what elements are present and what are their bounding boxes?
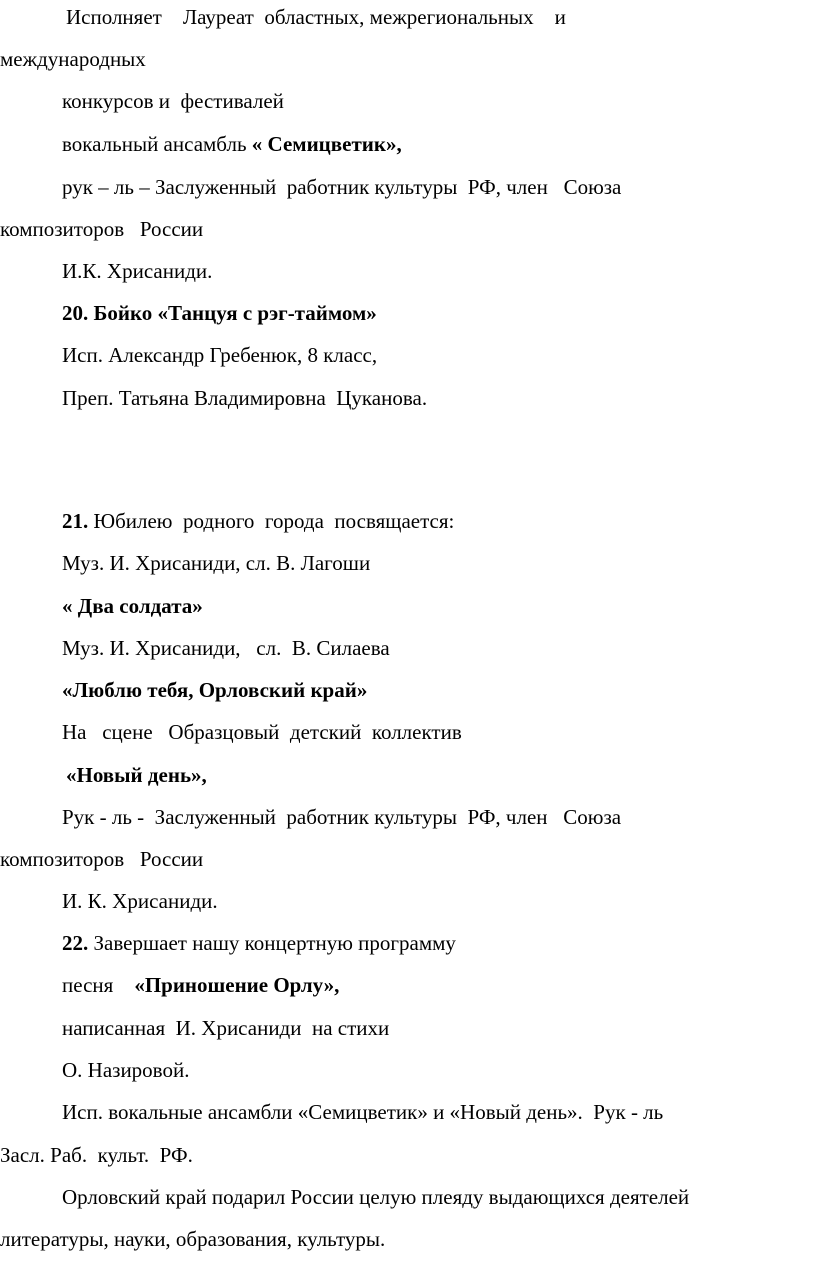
closing-paragraph-line-2: литературы, науки, образования, культуры.: [0, 1227, 386, 1251]
contests-line: конкурсов и фестивалей: [62, 89, 284, 113]
item-20-performer: Исп. Александр Гребенюк, 8 класс,: [62, 343, 378, 367]
final-performers-line: Исп. вокальные ансамбли «Семицветик» и «Новый день». Рук - ль: [62, 1100, 664, 1124]
song-2-title: «Люблю тебя, Орловский край»: [62, 678, 368, 702]
collective-title-novy-den: «Новый день»,: [66, 763, 207, 787]
item-22-heading: [62, 930, 456, 956]
leader-line-1: рук – ль – Заслуженный работник культуры РФ, член Союза: [62, 175, 622, 199]
ensemble-label: вокальный ансамбль: [62, 132, 252, 156]
item-20-teacher: Преп. Татьяна Владимировна Цуканова.: [62, 386, 428, 410]
song-3-author: написанная И. Хрисаниди на стихи: [62, 1016, 390, 1040]
item-21-number: 21.: [62, 509, 89, 533]
song-3-line: [62, 972, 339, 998]
leader-line-2: Рук - ль - Заслуженный работник культуры РФ, член Союза: [62, 805, 622, 829]
song-1-credits: Муз. И. Хрисаниди, сл. В. Лагоши: [62, 551, 371, 575]
performer-laureate-line: Исполняет Лауреат областных, межрегиональных и: [66, 5, 566, 29]
closing-paragraph-line-1: Орловский край подарил России целую плеяду выдающихся деятелей: [62, 1185, 690, 1209]
item-20-title: 20. Бойко «Танцуя с рэг-таймом»: [62, 301, 377, 325]
composers-line-2: композиторов России: [0, 847, 204, 871]
song-1-title: « Два солдата»: [62, 594, 203, 618]
ensemble-line: [62, 131, 402, 157]
item-21-heading: [62, 508, 454, 534]
ensemble-title-semitsvetik: « Семицветик»,: [251, 132, 402, 156]
song-3-title: «Приношение Орлу»,: [134, 973, 340, 997]
composers-line-1: композиторов России: [0, 217, 204, 241]
item-21-dedication: Юбилею родного города посвящается:: [88, 509, 455, 533]
song-2-credits: Муз. И. Хрисаниди, сл. В. Силаева: [62, 636, 390, 660]
song-3-label: песня: [62, 973, 135, 997]
stage-collective-line: На сцене Образцовый детский коллектив: [62, 720, 462, 744]
item-22-intro: Завершает нашу концертную программу: [88, 931, 456, 955]
international-line: международных: [0, 47, 146, 71]
leader-name-2: И. К. Хрисаниди.: [62, 889, 218, 913]
final-leader-line: Засл. Раб. культ. РФ.: [0, 1143, 193, 1167]
item-22-number: 22.: [62, 931, 89, 955]
leader-name-1: И.К. Хрисаниди.: [62, 259, 213, 283]
song-3-poet: О. Назировой.: [62, 1058, 190, 1082]
